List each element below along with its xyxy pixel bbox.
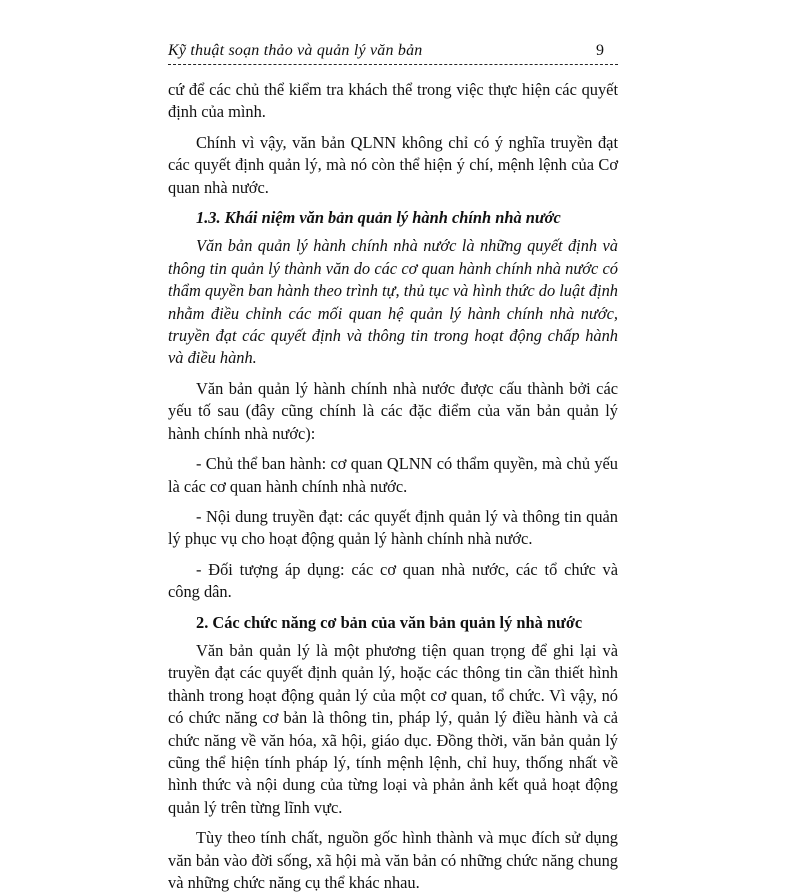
section-heading-2: 2. Các chức năng cơ bản của văn bản quản lý nhà nước	[196, 612, 583, 632]
list-item: - Nội dung truyền đạt: các quyết định quản lý và thông tin quản lý phục vụ cho hoạt động quản lý hành chính nhà nước.	[168, 506, 618, 549]
running-header	[168, 38, 618, 65]
definition-paragraph: Văn bản quản lý hành chính nhà nước là những quyết định và thông tin quản lý thành văn do các cơ quan hành chính nhà nước có thẩm quyền ban hành theo trình tự, thủ tục và hình thức do luật định nhằm điều chỉnh các mối quan hệ quản lý hành chính nhà nước, truyền đạt các quyết định và thông tin trong hoạt động chấp hành và điều hành.	[168, 236, 618, 368]
list-item: - Đối tượng áp dụng: các cơ quan nhà nước, các tổ chức và công dân.	[168, 559, 618, 602]
page-number: 9	[596, 42, 604, 59]
paragraph: Văn bản quản lý hành chính nhà nước được cấu thành bởi các yếu tố sau (đây cũng chính là các đặc điểm của văn bản quản lý hành chính nhà nước):	[168, 378, 618, 443]
page-body	[168, 79, 618, 894]
section-heading-1-3: 1.3. Khái niệm văn bản quản lý hành chính nhà nước	[196, 208, 561, 228]
book-page	[168, 38, 618, 892]
paragraph: Văn bản quản lý là một phương tiện quan trọng để ghi lại và truyền đạt các quyết định quản lý, hoặc các thông tin cần thiết hình thành trong hoạt động quản lý của một cơ quan, tổ chức. Vì vậy, nó có chức năng cơ bản là thông tin, pháp lý, quản lý điều hành và cả chức năng về văn hóa, xã hội, giáo dục. Đồng thời, văn bản quản lý cũng thể hiện tính pháp lý, tính mệnh lệnh, chỉ huy, thống nhất về hình thức và nội dung của từng loại và phản ảnh kết quả hoạt động quản lý trên từng lĩnh vực.	[168, 640, 618, 817]
paragraph: Tùy theo tính chất, nguồn gốc hình thành và mục đích sử dụng văn bản vào đời sống, xã hội mà văn bản có những chức năng chung và những chức năng cụ thể khác nhau.	[168, 828, 618, 892]
paragraph: Chính vì vậy, văn bản QLNN không chỉ có ý nghĩa truyền đạt các quyết định quản lý, mà nó còn thể hiện ý chí, mệnh lệnh của Cơ quan nhà nước.	[168, 132, 618, 197]
paragraph-continuation: cứ để các chủ thể kiểm tra khách thể trong việc thực hiện các quyết định của mình.	[168, 80, 618, 122]
list-item: - Chủ thể ban hành: cơ quan QLNN có thẩm quyền, mà chủ yếu là các cơ quan hành chính nhà nước.	[168, 454, 618, 496]
running-title: Kỹ thuật soạn thảo và quản lý văn bản	[168, 42, 423, 59]
